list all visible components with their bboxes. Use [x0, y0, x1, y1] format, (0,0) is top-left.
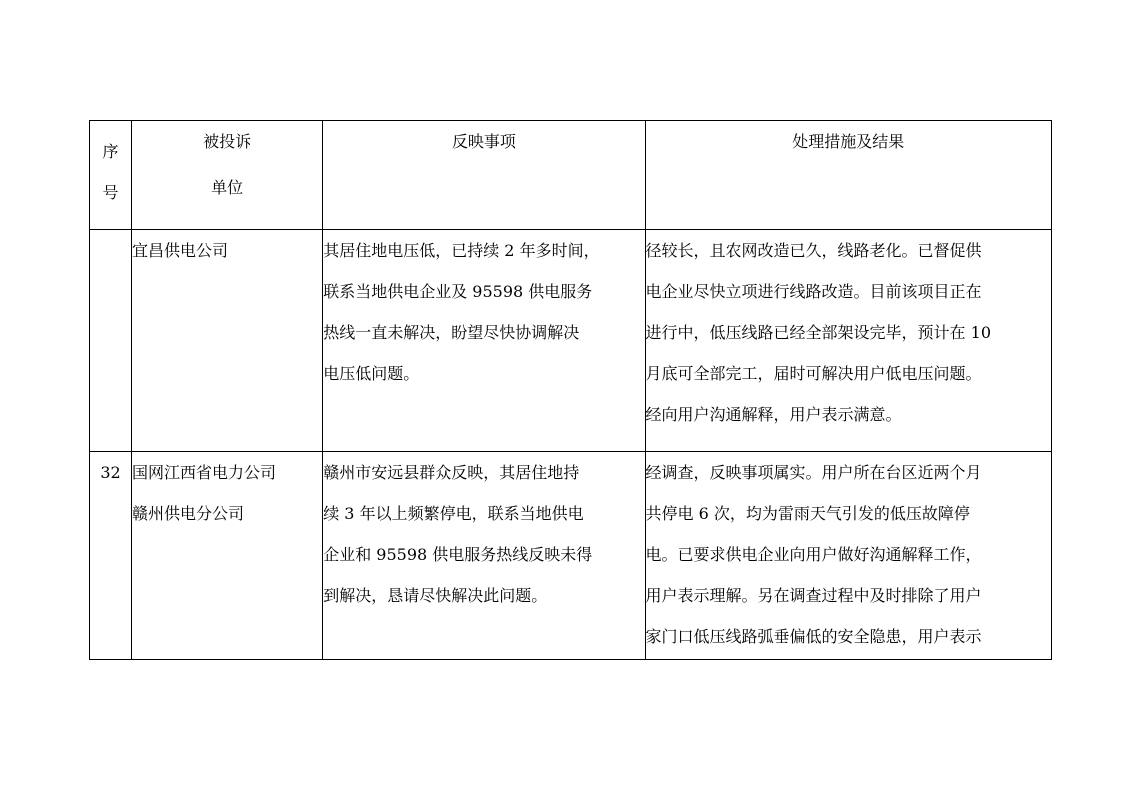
table-row [90, 452, 1052, 660]
header-row [90, 121, 1052, 230]
unit-line: 赣州供电分公司 [132, 504, 245, 523]
result-line: 进行中，低压线路已经全部架设完毕，预计在 10 [645, 323, 991, 342]
issue-line: 电压低问题。 [323, 364, 420, 383]
row-result [645, 230, 1051, 452]
result-line: 经调查，反映事项属实。用户所在台区近两个月 [645, 463, 982, 482]
header-unit-line2: 单位 [211, 178, 244, 197]
issue-line: 赣州市安远县群众反映，其居住地持 [323, 463, 580, 482]
row-seq [90, 230, 132, 452]
issue-line: 到解决，恳请尽快解决此问题。 [323, 586, 548, 605]
header-unit-line1: 被投诉 [203, 132, 252, 151]
result-line: 径较长，且农网改造已久，线路老化。已督促供 [645, 241, 982, 260]
header-seq-line2: 号 [102, 183, 119, 202]
result-line: 电企业尽快立项进行线路改造。目前该项目正在 [645, 282, 982, 301]
row-result [645, 452, 1051, 660]
issue-line: 续 3 年以上频繁停电，联系当地供电 [323, 504, 584, 523]
header-seq-line1: 序 [102, 142, 119, 161]
issue-line: 企业和 95598 供电服务热线反映未得 [323, 545, 593, 564]
row-issue [323, 230, 645, 452]
issue-line: 其居住地电压低，已持续 2 年多时间， [323, 241, 600, 260]
unit-line: 宜昌供电公司 [132, 241, 229, 260]
row-seq: 32 [90, 452, 132, 660]
result-line: 电。已要求供电企业向用户做好沟通解释工作， [645, 545, 982, 564]
header-issue: 反映事项 [323, 121, 645, 230]
issue-line: 联系当地供电企业及 95598 供电服务 [323, 282, 593, 301]
result-line: 共停电 6 次，均为雷雨天气引发的低压故障停 [645, 504, 970, 523]
table-row [90, 230, 1052, 452]
row-issue [323, 452, 645, 660]
complaints-table [89, 120, 1052, 660]
header-result: 处理措施及结果 [645, 121, 1051, 230]
issue-line: 热线一直未解决，盼望尽快协调解决 [323, 323, 580, 342]
unit-line: 国网江西省电力公司 [132, 463, 277, 482]
result-line: 月底可全部完工，届时可解决用户低电压问题。 [645, 364, 982, 383]
row-unit [132, 452, 323, 660]
result-line: 用户表示理解。另在调查过程中及时排除了用户 [645, 586, 982, 605]
header-seq [90, 121, 132, 230]
result-line: 家门口低压线路弧垂偏低的安全隐患，用户表示 [645, 627, 982, 646]
result-line: 经向用户沟通解释，用户表示满意。 [645, 405, 902, 424]
header-unit [132, 121, 323, 230]
row-unit [132, 230, 323, 452]
